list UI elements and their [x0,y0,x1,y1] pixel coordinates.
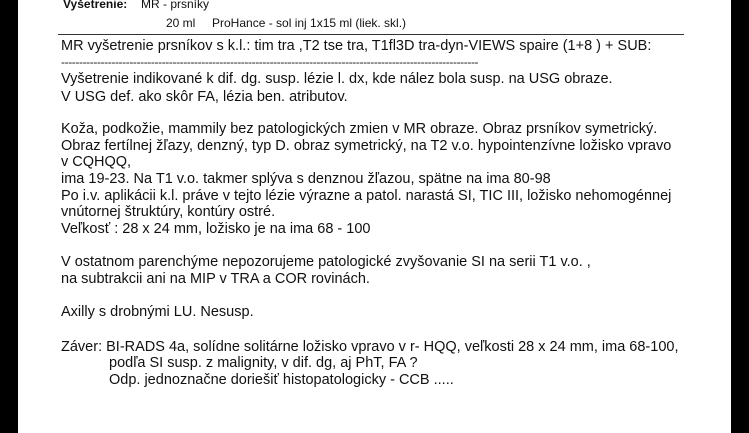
conclusion-line-2: podľa SI susp. z malignity, v dif. dg, aj PhT, FA ? [109,355,418,371]
indication-line-2: V USG def. ako skôr FA, lézia ben. atributov. [61,89,348,105]
separator-line: -------------------------------------------------------------------------------------------------------------------- [61,56,479,68]
findings-line-7: Veľkosť : 28 x 24 mm, ložisko je na ima 68 - 100 [61,221,371,237]
contrast-amount: 20 ml [166,16,196,30]
axilla-line: Axilly s drobnými LU. Nesusp. [61,304,254,320]
parenchyma-line-1: V ostatnom parenchýme nepozorujeme patologické zvyšovanie SI na serii T1 v.o. , [61,254,591,270]
findings-line-6: vnútornej štruktúry, kontúry ostré. [61,204,276,220]
contrast-name: ProHance - sol inj 1x15 ml (liek. skl.) [212,16,407,30]
findings-line-2: Obraz fertílnej žľazy, denzný, typ D. obraz symetrický, na T2 v.o. hypointenzívne ložisko vpravo [61,138,672,154]
conclusion-line-3: Odp. jednoznačne doriešiť histopatologicky - CCB ..... [109,372,454,388]
findings-line-5: Po i.v. aplikácii k.l. práve v tejto lézie výrazne a patol. narastá SI, TIC III, ložisko nehomogénnej [61,188,672,204]
conclusion-line-1: Záver: BI-RADS 4a, solídne solitárne ložisko vpravo v r- HQQ, veľkosti 28 x 24 mm, ima 68-100, [61,339,679,355]
exam-label: Vyšetrenie: [63,0,128,11]
top-rule [58,34,684,35]
findings-line-3: v CQHQQ, [61,154,132,170]
protocol-line: MR vyšetrenie prsníkov s k.l.: tim tra ,T2 tse tra, T1fl3D tra-dyn-VIEWS spaire (1+8 ) + SUB: [61,38,652,54]
document-page [18,0,731,433]
findings-line-1: Koža, podkožie, mammily bez patologických zmien v MR obraze. Obraz prsníkov symetrický. [61,121,658,137]
exam-value: MR - prsníky [141,0,210,11]
parenchyma-line-2: na subtrakcii ani na MIP v TRA a COR rovinách. [61,271,370,287]
indication-line-1: Vyšetrenie indikované k dif. dg. susp. lézie l. dx, kde nález bola susp. na USG obraze. [61,71,613,87]
findings-line-4: ima 19-23. Na T1 v.o. takmer splýva s denznou žľazou, spätne na ima 80-98 [61,171,551,187]
